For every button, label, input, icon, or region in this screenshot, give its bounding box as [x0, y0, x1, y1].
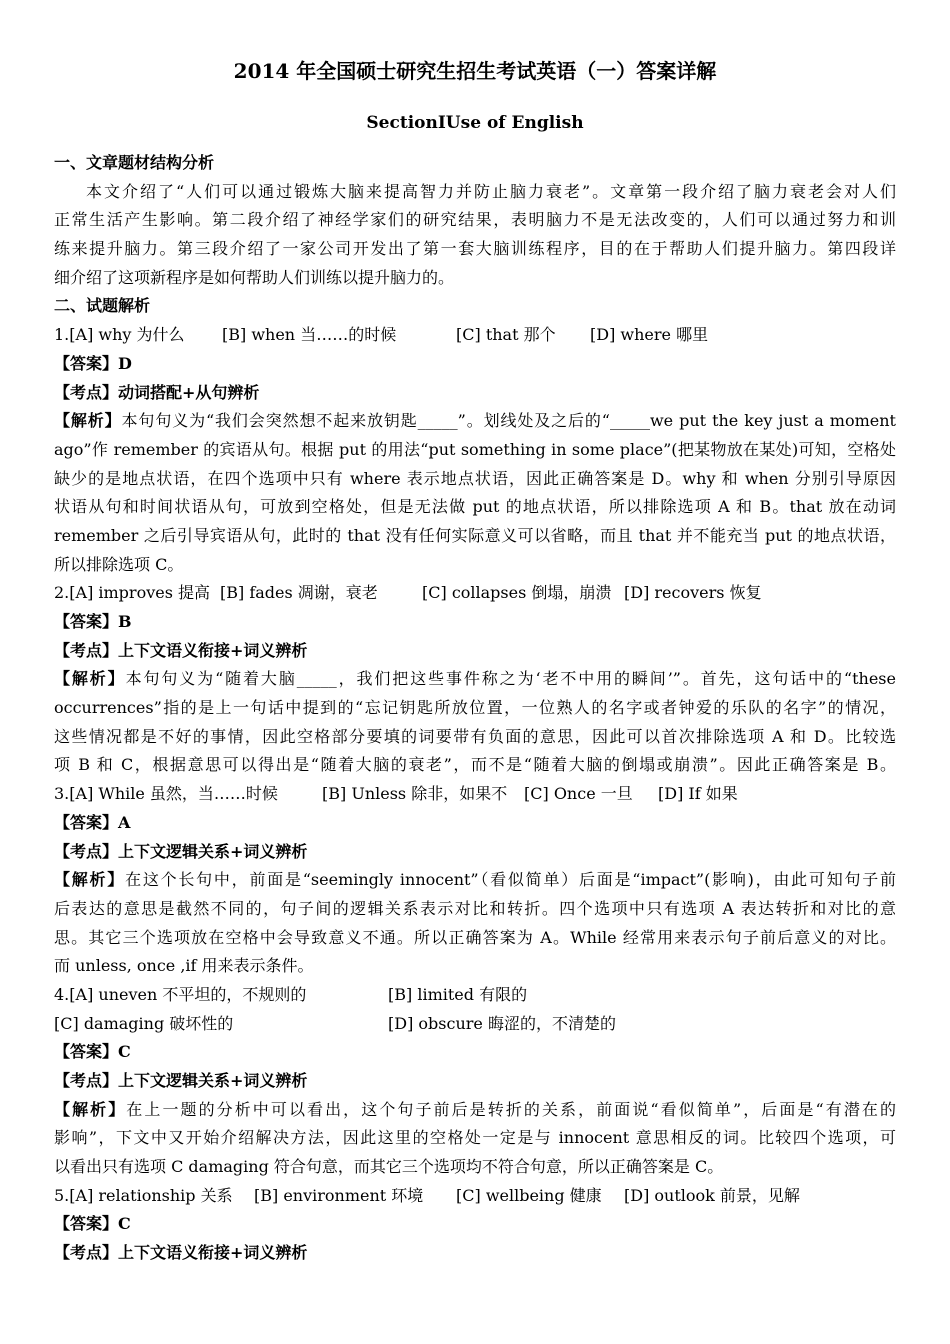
option-c: [C] wellbeing 健康 [456, 1185, 602, 1205]
q4-analysis-line: 【解析】在上一题的分析中可以看出，这个句子前后是转折的关系，前面说“看似简单”，后面是“有潜在的 [54, 1099, 896, 1119]
option-d: [D] If 如果 [658, 784, 738, 804]
q1-analysis-line: 状语从句和时间状语从句，可放到空格处，但是无法做 put 的地点状语，所以排除选项 A 和 B。that 放在动词 [54, 497, 896, 517]
q1-analysis-line: ago”作 remember 的宾语从句。根据 put 的用法“put something in some place”(把某物放在某处)可知，空格处 [54, 439, 896, 459]
q2-analysis-line: occurrences”指的是上一句话中提到的“忘记钥匙所放位置，一位熟人的名字或者钟爱的乐队的名字”的情况， [54, 698, 896, 718]
intro-line: 正常生活产生影响。第二段介绍了神经学家们的研究结果，表明脑力不是无法改变的，人们可以通过努力和训 [54, 210, 896, 230]
q3-analysis-line: 后表达的意思是截然不同的，句子间的逻辑关系表示对比和转折。四个选项中只有选项 A 表达转折和对比的意 [54, 898, 896, 918]
q3-analysis-line: 【解析】在这个长句中，前面是“seemingly innocent”（看似简单）后面是“impact”(影响)，由此可知句子前 [54, 870, 896, 890]
option-a: 4.[A] uneven 不平坦的，不规则的 [54, 984, 307, 1004]
q3-options [54, 780, 896, 809]
document-title: 2014 年全国硕士研究生招生考试英语（一）答案详解 [233, 59, 717, 83]
option-b: [B] environment 环境 [254, 1185, 424, 1205]
option-d: [D] obscure 晦涩的，不清楚的 [388, 1013, 616, 1033]
option-a: 1.[A] why 为什么 [54, 325, 185, 345]
option-c: [C] Once 一旦 [524, 784, 633, 804]
option-c: [C] that 那个 [456, 325, 556, 345]
option-c: [C] damaging 破坏性的 [54, 1013, 234, 1033]
q1-analysis-line: 所以排除选项 C。 [54, 554, 184, 574]
q2-analysis-line: 【解析】本句句义为“随着大脑_____，我们把这些事件称之为‘老不中用的瞬间’”。首先，这句话中的“these [54, 669, 896, 689]
heading-structure-analysis: 一、文章题材结构分析 [54, 153, 215, 172]
q2-analysis-line: 这些情况都是不好的事情，因此空格部分要填的词要带有负面的意思，因此可以首次排除选项 A 和 D。比较选 [54, 726, 896, 746]
intro-line: 本文介绍了“人们可以通过锻炼大脑来提高智力并防止脑力衰老”。文章第一段介绍了脑力衰老会对人们 [86, 181, 896, 201]
option-d: [D] where 哪里 [590, 325, 709, 345]
intro-line: 细介绍了这项新程序是如何帮助人们训练以提升脑力的。 [54, 267, 455, 287]
analysis-label: 【解析】 [54, 1099, 127, 1119]
option-d: [D] recovers 恢复 [624, 583, 762, 603]
option-c: [C] collapses 倒塌，崩溃 [422, 583, 612, 603]
q3-analysis-line: 而 unless, once ,if 用来表示条件。 [54, 956, 314, 976]
section-title: SectionⅠUse of English [366, 113, 584, 133]
q4-options-row-1 [54, 981, 896, 1010]
option-b: [B] Unless 除非，如果不 [322, 784, 508, 804]
q4-point: 【考点】上下文逻辑关系+词义辨析 [54, 1071, 308, 1090]
intro-line: 练来提升脑力。第三段介绍了一家公司开发出了第一套大脑训练程序，目的在于帮助人们提升脑力。第四段详 [54, 239, 896, 259]
option-a: 2.[A] improves 提高 [54, 583, 211, 603]
q1-point: 【考点】动词搭配+从句辨析 [54, 382, 260, 402]
q3-analysis-line: 思。其它三个选项放在空格中会导致意义不通。所以正确答案为 A。While 经常用来表示句子前后意义的对比。 [54, 927, 896, 947]
q4-answer: 【答案】C [54, 1042, 131, 1062]
option-b: [B] limited 有限的 [388, 984, 528, 1004]
analysis-label: 【解析】 [54, 870, 126, 890]
q1-analysis-line: remember 之后引导宾语从句，此时的 that 没有任何实际意义可以省略，而且 that 并不能充当 put 的地点状语， [54, 525, 896, 545]
option-d: [D] outlook 前景，见解 [624, 1185, 800, 1205]
option-a: 3.[A] While 虽然，当……时候 [54, 784, 278, 804]
q2-analysis-line: 项 B 和 C，根据意思可以得出是“随着大脑的衰老”，而不是“随着大脑的倒塌或崩溃”。因此正确答案是 B。 [54, 755, 896, 775]
q1-answer: 【答案】D [54, 353, 132, 373]
q2-answer: 【答案】B [54, 612, 132, 631]
option-a: 5.[A] relationship 关系 [54, 1185, 233, 1205]
q5-options [54, 1182, 896, 1211]
q4-options-row-2 [54, 1010, 896, 1039]
q2-options [54, 579, 896, 608]
q4-analysis-line: 以看出只有选项 C damaging 符合句意，而其它三个选项均不符合句意，所以正确答案是 C。 [54, 1157, 724, 1177]
analysis-label: 【解析】 [54, 411, 122, 431]
q1-analysis-line: 【解析】本句句义为“我们会突然想不起来放钥匙_____”。划线处及之后的“_____we put the key just a moment [54, 411, 896, 431]
q2-point: 【考点】上下文语义衔接+词义辨析 [54, 640, 308, 660]
option-b: [B] when 当……的时候 [222, 325, 397, 345]
q1-analysis-line: 缺少的是地点状语，在四个选项中只有 where 表示地点状语，因此正确答案是 D。why 和 when 分别引导原因 [54, 468, 896, 488]
q5-point: 【考点】上下文语义衔接+词义辨析 [54, 1243, 308, 1263]
q1-options [54, 321, 896, 350]
q4-analysis-line: 影响”，下文中又开始介绍解决方法，因此这里的空格处一定是与 innocent 意思相反的词。比较四个选项，可 [54, 1128, 896, 1148]
document-body [54, 149, 896, 1268]
q5-answer: 【答案】C [54, 1214, 131, 1234]
analysis-label: 【解析】 [54, 669, 126, 689]
heading-question-analysis: 二、试题解析 [54, 296, 151, 316]
q3-answer: 【答案】A [54, 812, 131, 832]
q3-point: 【考点】上下文逻辑关系+词义辨析 [54, 841, 308, 861]
option-b: [B] fades 凋谢，衰老 [220, 583, 378, 603]
